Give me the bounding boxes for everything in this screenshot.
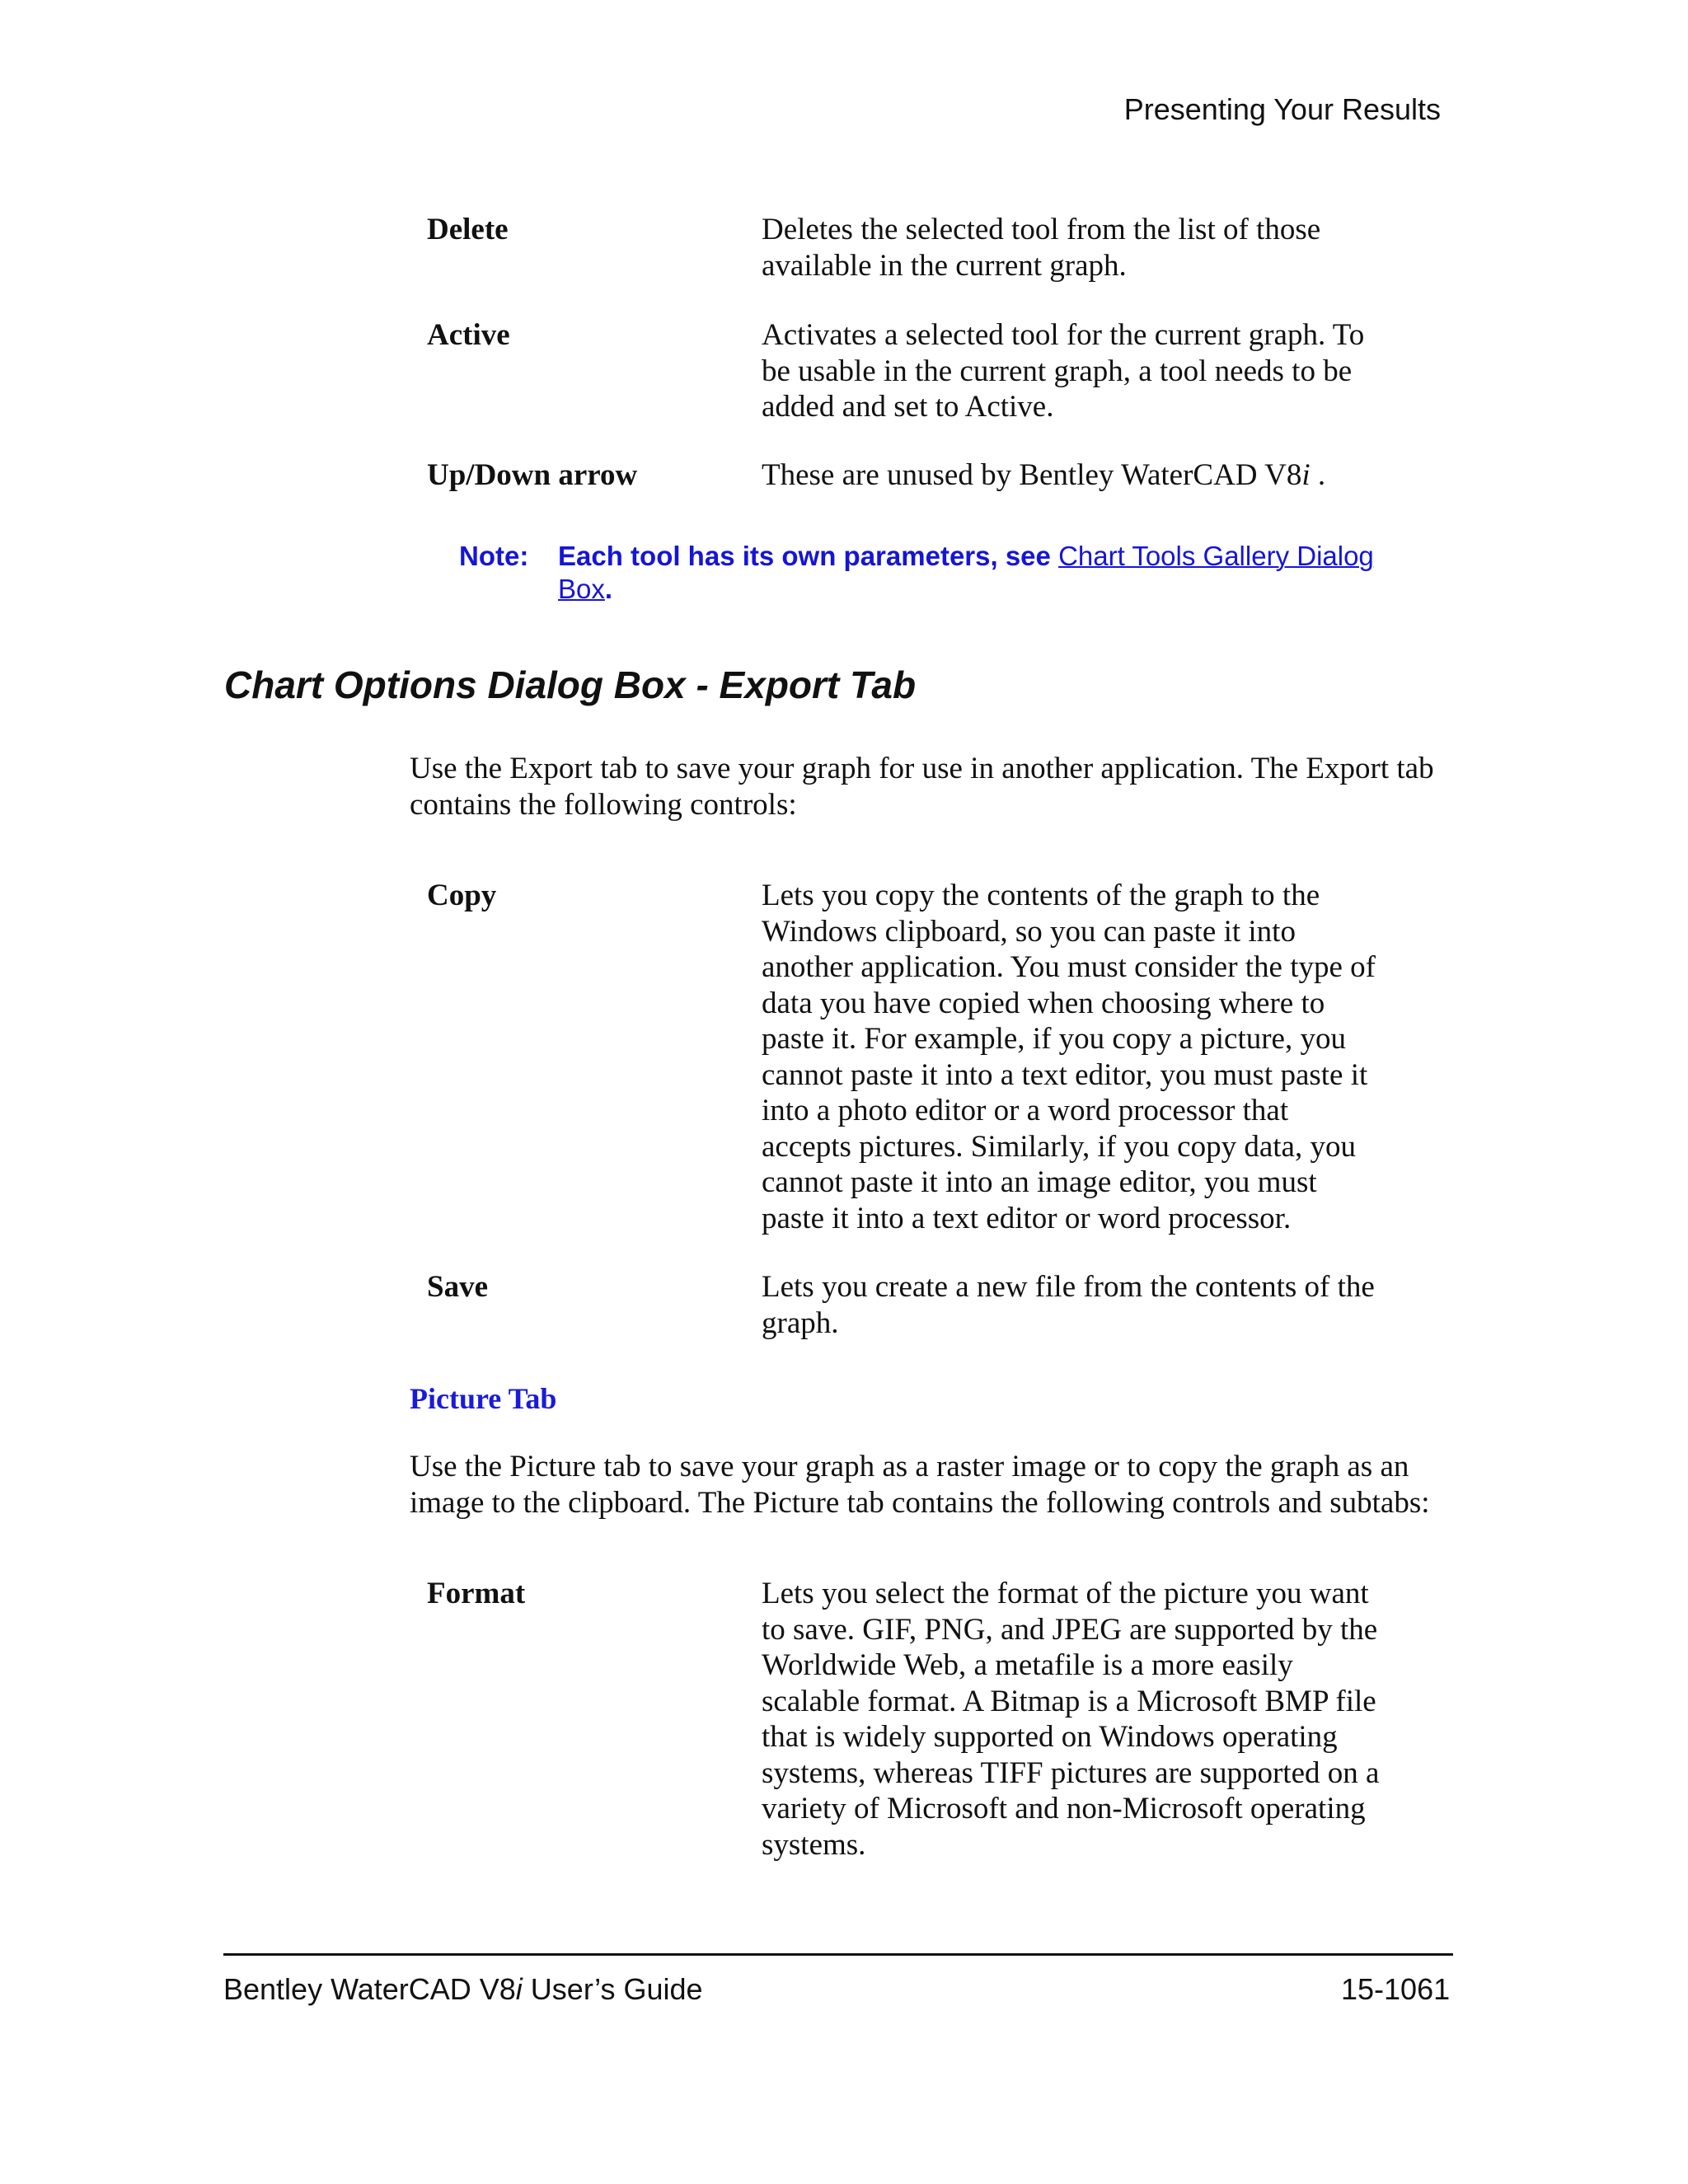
description-line: systems. [762, 1827, 866, 1862]
paragraph-line: Use the Picture tab to save your graph as a raster image or to copy the graph as an [410, 1450, 1409, 1483]
description-line: variety of Microsoft and non-Microsoft operating [762, 1792, 1366, 1825]
term-delete: Delete [427, 213, 509, 246]
note-text: Each tool has its own parameters, see [558, 541, 1059, 571]
picture-tab-intro [410, 1449, 1448, 1521]
description-line: scalable format. A Bitmap is a Microsoft BMP file [762, 1684, 1376, 1718]
term-active: Active [427, 318, 510, 352]
term-save: Save [427, 1270, 488, 1304]
description-line: Lets you create a new file from the contents of the [762, 1270, 1375, 1304]
description-text: . [1310, 458, 1326, 492]
description-line: paste it. For example, if you copy a picture, you [762, 1022, 1346, 1056]
description-line: cannot paste it into an image editor, you must [762, 1165, 1317, 1199]
italic-i: i [1301, 458, 1311, 492]
description-line: cannot paste it into a text editor, you must paste it [762, 1057, 1368, 1092]
description-line: into a photo editor or a word processor that [762, 1094, 1289, 1127]
footer-title-text: Bentley WaterCAD V8 [223, 1972, 516, 2006]
chart-tools-gallery-link[interactable]: Chart Tools Gallery Dialog [1058, 541, 1374, 571]
description-line: Worldwide Web, a metafile is a more easily [762, 1648, 1293, 1682]
description-save [762, 1269, 1404, 1341]
note-label: Note: [459, 541, 529, 571]
description-copy [762, 878, 1404, 1236]
paragraph-line: image to the clipboard. The Picture tab contains the following controls and subtabs: [410, 1485, 1430, 1520]
description-text: These are unused by Bentley WaterCAD V8 [762, 458, 1302, 492]
description-line: available in the current graph. [762, 248, 1127, 283]
description-line: that is widely supported on Windows operating [762, 1720, 1338, 1754]
description-line: be usable in the current graph, a tool needs to be [762, 354, 1353, 388]
section-heading: Chart Options Dialog Box - Export Tab [224, 663, 917, 706]
description-line [762, 457, 1404, 494]
description-line: another application. You must consider the type of [762, 950, 1376, 984]
paragraph-line: Use the Export tab to save your graph for use in another application. The Export tab [410, 752, 1434, 785]
note-body [558, 540, 1374, 606]
note-period: . [604, 574, 613, 604]
description-up-down-arrow [762, 457, 1404, 494]
description-delete [762, 212, 1404, 284]
description-line: accepts pictures. Similarly, if you copy data, you [762, 1129, 1356, 1164]
chart-tools-gallery-link-continued[interactable]: Box [558, 574, 605, 604]
term-copy: Copy [427, 879, 497, 912]
footer-title [223, 1971, 703, 2008]
term-up-down-arrow: Up/Down arrow [427, 458, 638, 492]
footer-italic-i: i [515, 1972, 523, 2006]
description-line: Lets you copy the contents of the graph to the [762, 879, 1320, 912]
description-format [762, 1576, 1404, 1863]
footer-title-text: User’s Guide [522, 1972, 703, 2006]
description-line: graph. [762, 1305, 839, 1340]
paragraph-line: contains the following controls: [410, 787, 797, 822]
description-line: to save. GIF, PNG, and JPEG are supported by the [762, 1612, 1378, 1647]
footer-rule [223, 1953, 1453, 1956]
description-line: Windows clipboard, so you can paste it into [762, 914, 1296, 949]
description-line: Activates a selected tool for the current graph. To [762, 318, 1365, 352]
description-line: added and set to Active. [762, 390, 1054, 424]
running-header: Presenting Your Results [1123, 92, 1441, 126]
term-format: Format [427, 1577, 526, 1610]
description-active [762, 317, 1404, 425]
picture-tab-heading: Picture Tab [410, 1382, 557, 1415]
description-line: systems, whereas TIFF pictures are supported on a [762, 1755, 1380, 1790]
description-line: data you have copied when choosing where to [762, 986, 1325, 1020]
description-line: paste it into a text editor or word processor. [762, 1201, 1292, 1235]
description-line: Deletes the selected tool from the list of those [762, 213, 1321, 246]
description-line: Lets you select the format of the picture you want [762, 1577, 1369, 1610]
page-number: 15-1061 [1341, 1972, 1451, 2006]
section-intro [410, 751, 1448, 823]
